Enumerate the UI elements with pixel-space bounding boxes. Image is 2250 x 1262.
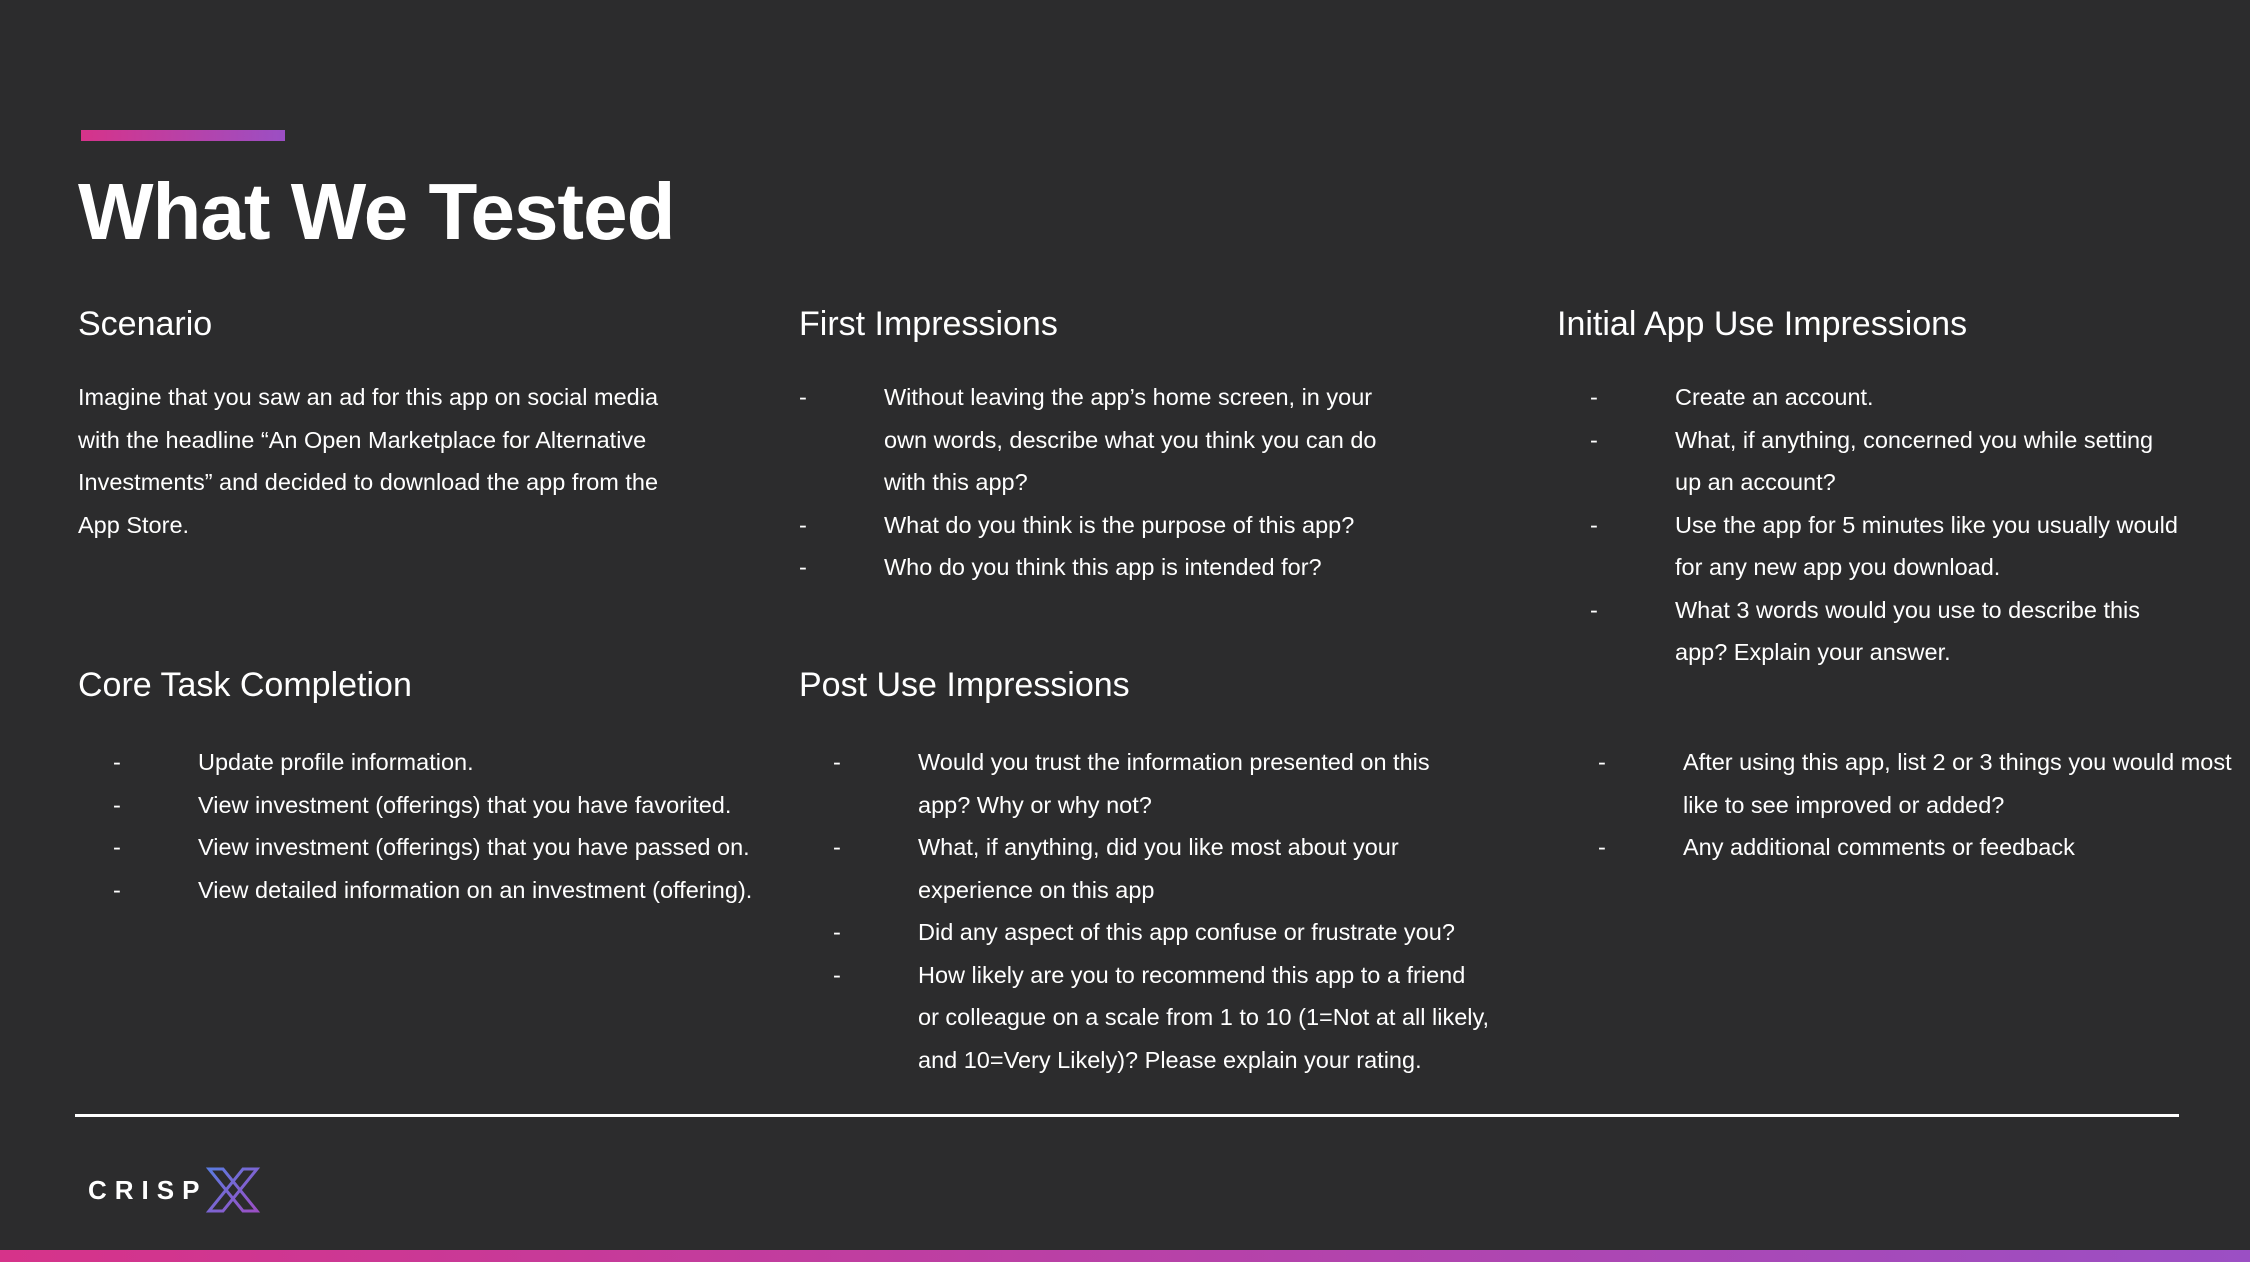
final-feedback-list (1598, 741, 2238, 869)
list-item: - What, if anything, did you like most about your experience on this app (833, 826, 1533, 911)
page-title: What We Tested (78, 167, 675, 256)
bullet-dash-icon: - (1590, 384, 1598, 410)
list-item: - Without leaving the app’s home screen, in your own words, describe what you think you can do with this app? (799, 376, 1449, 504)
list-item: - View investment (offerings) that you have favorited. (113, 784, 773, 827)
post-use-heading: Post Use Impressions (799, 666, 1130, 704)
crispx-logo (88, 1165, 261, 1215)
scenario-heading: Scenario (78, 305, 213, 343)
scenario-line: with the headline “An Open Marketplace for Alternative (78, 426, 647, 453)
bullet-dash-icon: - (1598, 749, 1606, 775)
first-impressions-list (799, 376, 1449, 589)
list-item: - How likely are you to recommend this app to a friend or colleague on a scale from 1 to 10 (1=Not at all likely, and 10=Very Likely)? Please explain your rating. (833, 954, 1533, 1082)
core-task-heading: Core Task Completion (78, 666, 412, 704)
bullet-dash-icon: - (113, 876, 121, 903)
scenario-text (78, 376, 678, 546)
bottom-accent-bar (0, 1250, 2250, 1262)
post-use-list (833, 741, 1533, 1081)
list-item: - Create an account. (1590, 376, 2210, 419)
bullet-dash-icon: - (833, 749, 841, 775)
footer-divider (75, 1114, 2179, 1117)
scenario-line: App Store. (78, 511, 190, 538)
list-item: - What, if anything, concerned you while setting up an account? (1590, 419, 2210, 504)
bullet-dash-icon: - (1590, 426, 1598, 453)
bullet-dash-icon: - (833, 834, 841, 860)
bullet-dash-icon: - (799, 384, 807, 410)
logo-wordmark: CRISP (88, 1174, 208, 1205)
list-item: - Did any aspect of this app confuse or frustrate you? (833, 911, 1533, 954)
bullet-dash-icon: - (1598, 834, 1606, 860)
list-item: - What 3 words would you use to describe this app? Explain your answer. (1590, 589, 2210, 674)
list-item: - After using this app, list 2 or 3 things you would most like to see improved or added? (1598, 741, 2238, 826)
bullet-dash-icon: - (1590, 596, 1598, 623)
bullet-dash-icon: - (833, 961, 841, 988)
list-item: - Who do you think this app is intended for? (799, 546, 1449, 589)
bullet-dash-icon: - (799, 554, 807, 580)
list-item: - View detailed information on an investment (offering). (113, 869, 773, 912)
bullet-dash-icon: - (113, 791, 121, 818)
bullet-dash-icon: - (799, 511, 807, 538)
list-item: - Use the app for 5 minutes like you usually would for any new app you download. (1590, 504, 2210, 589)
list-item: - Update profile information. (113, 741, 773, 784)
list-item: - Would you trust the information presented on this app? Why or why not? (833, 741, 1533, 826)
bullet-dash-icon: - (1590, 511, 1598, 538)
initial-app-use-heading: Initial App Use Impressions (1557, 305, 1968, 343)
initial-app-use-list (1590, 376, 2210, 674)
title-accent-bar (81, 130, 285, 141)
scenario-line: Imagine that you saw an ad for this app on social media (78, 384, 659, 410)
list-item: - View investment (offerings) that you have passed on. (113, 826, 773, 869)
core-task-list (113, 741, 773, 911)
list-item: - What do you think is the purpose of this app? (799, 504, 1449, 547)
bullet-dash-icon: - (113, 749, 121, 775)
bullet-dash-icon: - (833, 919, 841, 945)
scenario-line: Investments” and decided to download the app from the (78, 469, 659, 495)
first-impressions-heading: First Impressions (799, 305, 1058, 343)
list-item: - Any additional comments or feedback (1598, 826, 2238, 869)
crispx-x-logo-icon (205, 1166, 261, 1214)
bullet-dash-icon: - (113, 834, 121, 860)
